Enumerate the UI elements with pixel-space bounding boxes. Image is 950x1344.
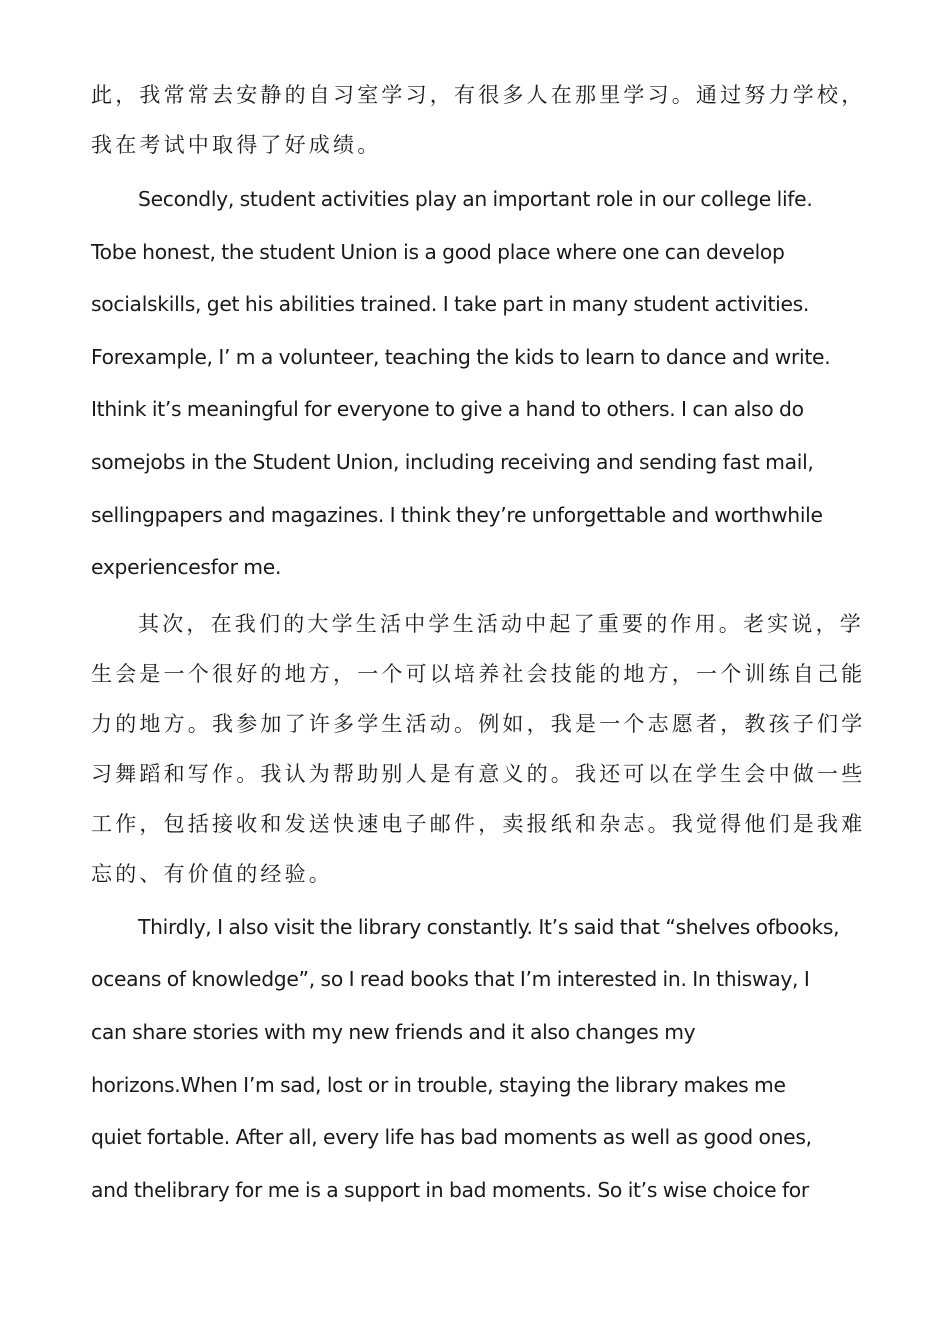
text-line: can share stories with my new friends and it also changes my	[91, 1019, 696, 1044]
text-line: socialskills, get his abilities trained. I take part in many student activities.	[91, 292, 810, 317]
text-line: experiencesfor me.	[91, 555, 282, 580]
text-line: Thirdly, I also visit the library constantly. It’s said that “shelves ofbooks,	[138, 914, 840, 939]
paragraph-english-activities	[91, 173, 859, 594]
text-line: oceans of knowledge”, so I read books that I’m interested in. In thisway, I	[91, 967, 810, 992]
paragraph-chinese-activities	[91, 599, 866, 899]
text-line: 我在考试中取得了好成绩。	[91, 133, 382, 157]
document-page	[91, 70, 866, 1216]
text-line: 此，我常常去安静的自习室学习，有很多人在那里学习。通过努力学校，	[91, 83, 866, 107]
text-line: and thelibrary for me is a support in bad moments. So it’s wise choice for	[91, 1177, 809, 1202]
text-line: Forexample, I’ m a volunteer, teaching the kids to learn to dance and write.	[91, 344, 831, 369]
text-line: quiet fortable. After all, every life has bad moments as well as good ones,	[91, 1125, 812, 1150]
text-line: 习舞蹈和写作。我认为帮助别人是有意义的。我还可以在学生会中做一些	[91, 761, 866, 786]
text-line: 生会是一个很好的地方，一个可以培养社会技能的地方，一个训练自己能	[91, 661, 866, 686]
text-line: Secondly, student activities play an important role in our college life.	[138, 187, 813, 211]
text-line: 其次，在我们的大学生活中学生活动中起了重要的作用。老实说，学	[138, 611, 864, 636]
text-line: Tobe honest, the student Union is a good place where one can develop	[91, 239, 785, 264]
text-line: somejobs in the Student Union, including receiving and sending fast mail,	[91, 449, 814, 474]
paragraph-chinese-study	[91, 70, 866, 170]
text-line: 忘的、有价值的经验。	[91, 861, 333, 886]
paragraph-english-library	[91, 901, 859, 1217]
text-line: 力的地方。我参加了许多学生活动。例如，我是一个志愿者，教孩子们学	[91, 711, 866, 736]
text-line: sellingpapers and magazines. I think they’re unforgettable and worthwhile	[91, 502, 823, 527]
text-line: 工作，包括接收和发送快速电子邮件，卖报纸和杂志。我觉得他们是我难	[91, 811, 866, 836]
text-line: Ithink it’s meaningful for everyone to give a hand to others. I can also do	[91, 397, 804, 422]
text-line: horizons.When I’m sad, lost or in trouble, staying the library makes me	[91, 1072, 786, 1097]
